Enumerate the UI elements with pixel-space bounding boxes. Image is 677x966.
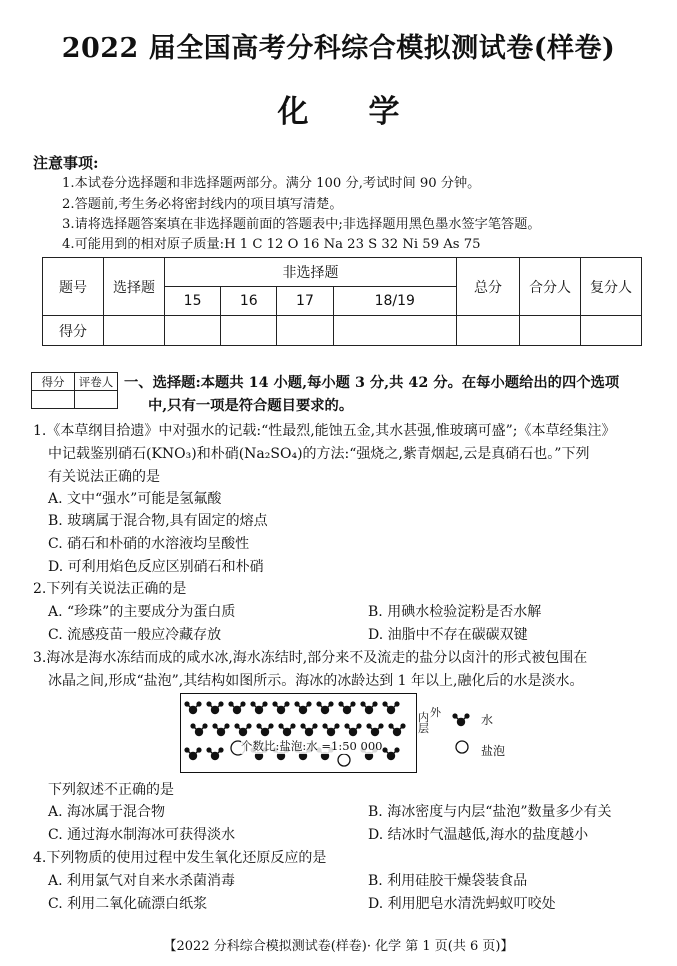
score-cell[interactable] bbox=[165, 316, 221, 346]
legend-water: 水 bbox=[481, 713, 494, 727]
water-molecule bbox=[250, 701, 267, 714]
note-item: 4.可能用到的相对原子质量:H 1 C 12 O 16 Na 23 S 32 Ni 59 As 75 bbox=[62, 237, 481, 252]
question-stem: 1.《本草纲目拾遗》中对强水的记载:“性最烈,能蚀五金,其水甚强,惟玻璃可盛”;《本草经集注》 bbox=[33, 423, 616, 439]
header-q17: 17 bbox=[277, 287, 333, 316]
row-defen-label: 得分 bbox=[43, 316, 104, 346]
header-nonchoice: 非选择题 bbox=[165, 258, 457, 287]
option-d[interactable]: D. 结冰时气温越低,海水的盐度越小 bbox=[368, 827, 589, 843]
score-cell[interactable] bbox=[457, 316, 520, 346]
water-molecule bbox=[190, 723, 207, 736]
question-stem: 下列叙述不正确的是 bbox=[48, 782, 174, 798]
question-stem: 冰晶之间,形成“盐泡”,其结构如图所示。海冰的冰龄达到 1 年以上,融化后的水是淡水。 bbox=[48, 673, 584, 689]
brine-bubble bbox=[338, 754, 350, 766]
question-stem: 3.海冰是海水冻结而成的咸水冰,海水冻结时,部分来不及流走的盐分以卤汁的形式被包围在 bbox=[33, 650, 588, 666]
header-q18-19: 18/19 bbox=[333, 287, 456, 316]
water-molecule bbox=[316, 701, 333, 714]
score-cell[interactable] bbox=[520, 316, 581, 346]
water-molecule bbox=[184, 701, 201, 714]
water-molecule bbox=[234, 723, 251, 736]
water-molecule bbox=[360, 701, 377, 714]
header-choice: 选择题 bbox=[104, 258, 165, 316]
option-b[interactable]: B. 海冰密度与内层“盐泡”数量多少有关 bbox=[368, 804, 612, 820]
question-stem: 2.下列有关说法正确的是 bbox=[33, 581, 187, 597]
option-b[interactable]: B. 利用硅胶干燥袋装食品 bbox=[368, 873, 528, 889]
water-molecule bbox=[228, 701, 245, 714]
option-c[interactable]: C. 利用二氧化硫漂白纸浆 bbox=[48, 896, 208, 912]
question-stem: 有关说法正确的是 bbox=[48, 469, 160, 485]
option-a[interactable]: A. 文中“强水”可能是氢氟酸 bbox=[48, 491, 222, 507]
score-cell[interactable] bbox=[333, 316, 456, 346]
score-cell[interactable] bbox=[104, 316, 165, 346]
option-d[interactable]: D. 油脂中不存在碳碳双键 bbox=[368, 627, 528, 643]
legend-layer: 层 bbox=[418, 722, 429, 735]
header-tihao: 题号 bbox=[43, 258, 104, 316]
water-molecule bbox=[212, 723, 229, 736]
water-molecule bbox=[382, 747, 399, 760]
legend-brine: 盐泡 bbox=[481, 744, 506, 758]
water-molecule bbox=[338, 701, 355, 714]
option-d[interactable]: D. 利用肥皂水清洗蚂蚁叮咬处 bbox=[368, 896, 556, 912]
brine-diagram bbox=[180, 693, 417, 773]
section-heading: 一、选择题:本题共 14 小题,每小题 3 分,共 42 分。在每小题给出的四个选项 bbox=[124, 375, 620, 391]
grader-score-label: 得分 bbox=[32, 373, 75, 391]
option-a[interactable]: A. 海冰属于混合物 bbox=[48, 804, 166, 820]
water-molecule bbox=[382, 701, 399, 714]
header-total: 总分 bbox=[457, 258, 520, 316]
option-b[interactable]: B. 玻璃属于混合物,具有固定的熔点 bbox=[48, 513, 268, 529]
header-fufen: 复分人 bbox=[581, 258, 642, 316]
option-a[interactable]: A. 利用氯气对自来水杀菌消毒 bbox=[48, 873, 236, 889]
score-cell[interactable] bbox=[581, 316, 642, 346]
water-molecule bbox=[344, 723, 361, 736]
note-item: 1.本试卷分选择题和非选择题两部分。满分 100 分,考试时间 90 分钟。 bbox=[62, 176, 481, 191]
notes-heading: 注意事项: bbox=[33, 154, 99, 172]
exam-title: 2022 届全国高考分科综合模拟测试卷(样卷) bbox=[61, 33, 616, 64]
page-footer: 【2022 分科综合模拟测试卷(样卷)· 化学 第 1 页(共 6 页)】 bbox=[163, 939, 514, 954]
option-c[interactable]: C. 流感疫苗一般应冷藏存放 bbox=[48, 627, 222, 643]
score-cell[interactable] bbox=[277, 316, 333, 346]
section-heading-cont: 中,只有一项是符合题目要求的。 bbox=[148, 398, 354, 414]
grader-name-cell[interactable] bbox=[75, 391, 118, 409]
water-molecule bbox=[278, 723, 295, 736]
score-cell[interactable] bbox=[221, 316, 277, 346]
score-table bbox=[42, 257, 642, 346]
header-q16: 16 bbox=[221, 287, 277, 316]
ratio-label: 个数比:盐泡:水 =1:50 000 bbox=[241, 739, 383, 753]
legend-inner-label bbox=[418, 712, 430, 734]
option-a[interactable]: A. “珍珠”的主要成分为蛋白质 bbox=[48, 604, 236, 620]
water-molecule bbox=[184, 747, 201, 760]
water-molecule bbox=[256, 723, 273, 736]
question-stem: 中记载鉴别硝石(KNO₃)和朴硝(Na₂SO₄)的方法:“强烧之,紫青烟起,云是真硝石也。”下列 bbox=[48, 446, 590, 462]
water-molecule bbox=[294, 701, 311, 714]
water-molecule bbox=[206, 701, 223, 714]
grader-score-cell[interactable] bbox=[32, 391, 75, 409]
question-stem: 4.下列物质的使用过程中发生氧化还原反应的是 bbox=[33, 850, 327, 866]
subject-title: 化学 bbox=[277, 94, 460, 130]
legend-outer: 外 bbox=[430, 706, 441, 719]
water-molecule bbox=[322, 723, 339, 736]
header-q15: 15 bbox=[165, 287, 221, 316]
grader-label: 评卷人 bbox=[75, 373, 118, 391]
option-b[interactable]: B. 用碘水检验淀粉是否水解 bbox=[368, 604, 542, 620]
note-item: 3.请将选择题答案填在非选择题前面的答题表中;非选择题用黑色墨水签字笔答题。 bbox=[62, 217, 541, 232]
legend-inner: 内 bbox=[418, 711, 429, 724]
water-molecule bbox=[206, 747, 223, 760]
header-hefen: 合分人 bbox=[520, 258, 581, 316]
water-molecule bbox=[272, 701, 289, 714]
option-c[interactable]: C. 硝石和朴硝的水溶液均呈酸性 bbox=[48, 536, 250, 552]
legend-icons bbox=[449, 707, 479, 757]
note-item: 2.答题前,考生务必将密封线内的项目填写清楚。 bbox=[62, 197, 343, 212]
option-d[interactable]: D. 可利用焰色反应区别硝石和朴硝 bbox=[48, 559, 264, 575]
water-molecule bbox=[388, 723, 405, 736]
option-c[interactable]: C. 通过海水制海冰可获得淡水 bbox=[48, 827, 236, 843]
grader-box bbox=[31, 372, 118, 409]
water-molecule bbox=[300, 723, 317, 736]
water-molecule bbox=[366, 723, 383, 736]
water-molecules-figure bbox=[181, 694, 415, 771]
